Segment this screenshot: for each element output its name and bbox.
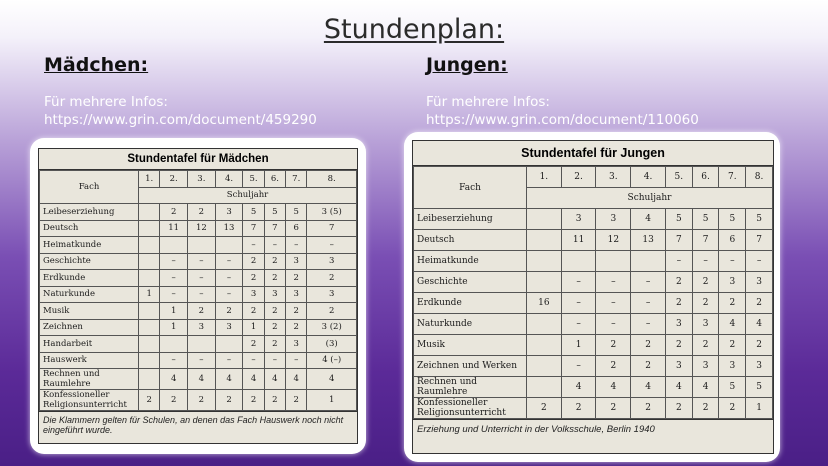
hours-cell	[139, 303, 160, 320]
hours-cell: 5	[719, 209, 746, 230]
hours-cell: –	[215, 253, 243, 270]
hours-cell: 3 (2)	[307, 319, 357, 336]
subject-name: Geschichte	[40, 253, 139, 270]
hours-cell: 2	[719, 335, 746, 356]
hours-cell: –	[264, 352, 285, 369]
hours-cell: –	[561, 272, 596, 293]
hours-cell: –	[286, 352, 307, 369]
hours-cell: 11	[160, 220, 188, 237]
hours-cell: 2	[243, 270, 264, 287]
hours-cell	[188, 237, 216, 254]
table-row	[414, 356, 773, 377]
hours-cell: 3	[692, 356, 719, 377]
hours-cell	[139, 237, 160, 254]
hours-cell: 12	[188, 220, 216, 237]
hours-cell	[527, 377, 562, 398]
hours-cell	[215, 336, 243, 353]
hours-cell: 5	[665, 209, 692, 230]
hours-cell: 2	[746, 335, 773, 356]
boys-timetable	[413, 166, 773, 419]
table-row	[40, 253, 357, 270]
hours-cell: 3	[561, 209, 596, 230]
hours-cell: 3	[307, 286, 357, 303]
hours-cell: 3 (5)	[307, 204, 357, 221]
girls-info-link[interactable]: https://www.grin.com/document/459290	[44, 112, 317, 128]
subject-name: Deutsch	[414, 230, 527, 251]
table-row	[40, 204, 357, 221]
hours-cell: 1	[243, 319, 264, 336]
hours-cell: –	[286, 237, 307, 254]
hours-cell: 3	[719, 356, 746, 377]
hours-cell: 2	[243, 253, 264, 270]
table-row	[414, 230, 773, 251]
year-header: 8.	[746, 167, 773, 188]
hours-cell: 2	[719, 398, 746, 419]
hours-cell: 5	[243, 204, 264, 221]
hours-cell: (3)	[307, 336, 357, 353]
hours-cell: 4 (–)	[307, 352, 357, 369]
hours-cell: 5	[286, 204, 307, 221]
hours-cell: 7	[746, 230, 773, 251]
hours-cell: 2	[561, 398, 596, 419]
hours-cell: 5	[746, 377, 773, 398]
hours-cell: 4	[631, 209, 666, 230]
hours-cell: 7	[243, 220, 264, 237]
hours-cell: –	[596, 272, 631, 293]
table-row	[40, 270, 357, 287]
hours-cell: 4	[561, 377, 596, 398]
hours-cell: –	[719, 251, 746, 272]
hours-cell: 2	[286, 270, 307, 287]
hours-cell: 11	[561, 230, 596, 251]
hours-cell: 4	[243, 369, 264, 390]
hours-cell: 2	[243, 390, 264, 411]
boys-info-label: Für mehrere Infos:	[426, 94, 550, 110]
subject-name: Handarbeit	[40, 336, 139, 353]
hours-cell: –	[596, 293, 631, 314]
hours-cell: –	[215, 352, 243, 369]
schuljahr-header: Schuljahr	[527, 188, 773, 209]
boys-table-caption: Stundentafel für Jungen	[413, 141, 773, 166]
year-header: 4.	[631, 167, 666, 188]
table-row	[40, 369, 357, 390]
hours-cell: –	[188, 286, 216, 303]
hours-cell: 3	[665, 356, 692, 377]
table-row	[414, 314, 773, 335]
year-header: 6.	[264, 171, 285, 188]
hours-cell: 2	[307, 303, 357, 320]
table-row	[414, 377, 773, 398]
hours-cell: 6	[286, 220, 307, 237]
subject-name: Konfessioneller Religionsunterricht	[414, 398, 527, 419]
table-row	[414, 272, 773, 293]
girls-table-caption: Stundentafel für Mädchen	[39, 149, 357, 170]
year-header: 4.	[215, 171, 243, 188]
subject-name: Naturkunde	[414, 314, 527, 335]
hours-cell: 2	[139, 390, 160, 411]
schuljahr-header: Schuljahr	[139, 187, 357, 204]
hours-cell: 1	[139, 286, 160, 303]
subject-name: Rechnen und Raumlehre	[40, 369, 139, 390]
hours-cell: 13	[631, 230, 666, 251]
hours-cell: –	[692, 251, 719, 272]
hours-cell: 3	[746, 356, 773, 377]
year-header: 2.	[160, 171, 188, 188]
hours-cell: 4	[631, 377, 666, 398]
hours-cell: 2	[307, 270, 357, 287]
table-row	[414, 335, 773, 356]
hours-cell: 7	[665, 230, 692, 251]
hours-cell: 2	[527, 398, 562, 419]
hours-cell: 4	[160, 369, 188, 390]
hours-cell: 2	[264, 319, 285, 336]
hours-cell: 4	[307, 369, 357, 390]
hours-cell: –	[561, 356, 596, 377]
hours-cell: 3	[215, 319, 243, 336]
year-header: 5.	[243, 171, 264, 188]
subject-name: Heimatkunde	[414, 251, 527, 272]
hours-cell: 2	[631, 356, 666, 377]
subject-name: Musik	[414, 335, 527, 356]
table-row	[40, 352, 357, 369]
hours-cell: 5	[692, 209, 719, 230]
table-row	[40, 336, 357, 353]
hours-cell	[139, 204, 160, 221]
year-header: 3.	[188, 171, 216, 188]
hours-cell: 2	[188, 303, 216, 320]
hours-cell: 3	[596, 209, 631, 230]
table-row	[40, 237, 357, 254]
slide-title: Stundenplan:	[323, 14, 505, 45]
hours-cell: 2	[665, 398, 692, 419]
hours-cell: 2	[160, 204, 188, 221]
subject-name: Erdkunde	[414, 293, 527, 314]
hours-cell: 4	[215, 369, 243, 390]
table-row	[414, 251, 773, 272]
subject-name: Naturkunde	[40, 286, 139, 303]
hours-cell: –	[215, 270, 243, 287]
hours-cell: –	[631, 314, 666, 335]
subject-name: Leibeserziehung	[414, 209, 527, 230]
hours-cell	[188, 336, 216, 353]
hours-cell: –	[264, 237, 285, 254]
hours-cell: 2	[665, 272, 692, 293]
hours-cell	[139, 319, 160, 336]
subject-name: Heimatkunde	[40, 237, 139, 254]
hours-cell: 5	[719, 377, 746, 398]
subject-name: Zeichnen	[40, 319, 139, 336]
table-row	[414, 209, 773, 230]
subject-name: Musik	[40, 303, 139, 320]
hours-cell	[139, 336, 160, 353]
subject-name: Deutsch	[40, 220, 139, 237]
hours-cell: 12	[596, 230, 631, 251]
hours-cell: 3	[243, 286, 264, 303]
hours-cell: 2	[746, 293, 773, 314]
hours-cell: 2	[692, 335, 719, 356]
hours-cell: 2	[596, 356, 631, 377]
year-header: 3.	[596, 167, 631, 188]
table-row	[414, 398, 773, 419]
hours-cell: 3	[215, 204, 243, 221]
hours-cell: 13	[215, 220, 243, 237]
hours-cell: 4	[286, 369, 307, 390]
subject-name: Konfessioneller Religionsunterricht	[40, 390, 139, 411]
boys-info-link[interactable]: https://www.grin.com/document/110060	[426, 112, 699, 128]
hours-cell: 2	[631, 335, 666, 356]
hours-cell: 2	[160, 390, 188, 411]
subject-name: Leibeserziehung	[40, 204, 139, 221]
hours-cell: –	[307, 237, 357, 254]
hours-cell	[139, 352, 160, 369]
table-row	[40, 319, 357, 336]
hours-cell: 5	[746, 209, 773, 230]
hours-cell: 2	[188, 390, 216, 411]
hours-cell: 3	[692, 314, 719, 335]
girls-table-sheet	[38, 148, 358, 444]
hours-cell: 7	[264, 220, 285, 237]
hours-cell: 3	[286, 253, 307, 270]
hours-cell: –	[160, 270, 188, 287]
hours-cell: 2	[286, 390, 307, 411]
hours-cell: 2	[243, 336, 264, 353]
hours-cell: 4	[719, 314, 746, 335]
year-header: 7.	[719, 167, 746, 188]
fach-header: Fach	[414, 167, 527, 209]
girls-table-card	[30, 138, 366, 454]
hours-cell: 3	[719, 272, 746, 293]
hours-cell: 2	[264, 303, 285, 320]
hours-cell	[160, 237, 188, 254]
year-header: 2.	[561, 167, 596, 188]
girls-timetable	[39, 170, 357, 411]
hours-cell	[527, 230, 562, 251]
hours-cell: –	[631, 272, 666, 293]
hours-cell: 2	[719, 293, 746, 314]
year-header: 8.	[307, 171, 357, 188]
hours-cell: 3	[307, 253, 357, 270]
hours-cell	[527, 314, 562, 335]
hours-cell: 2	[665, 335, 692, 356]
subject-name: Zeichnen und Werken	[414, 356, 527, 377]
hours-cell: 4	[692, 377, 719, 398]
hours-cell: –	[188, 352, 216, 369]
hours-cell: –	[561, 314, 596, 335]
hours-cell: 3	[665, 314, 692, 335]
hours-cell	[561, 251, 596, 272]
boys-footnote: Erziehung und Unterricht in der Volksschule, Berlin 1940	[413, 419, 773, 439]
year-header: 1.	[139, 171, 160, 188]
hours-cell: 2	[692, 272, 719, 293]
hours-cell	[527, 272, 562, 293]
girls-info-label: Für mehrere Infos:	[44, 94, 168, 110]
hours-cell: –	[160, 352, 188, 369]
hours-cell: 2	[692, 293, 719, 314]
hours-cell: 3	[286, 336, 307, 353]
hours-cell	[527, 335, 562, 356]
year-header: 7.	[286, 171, 307, 188]
hours-cell: 3	[188, 319, 216, 336]
hours-cell: 6	[719, 230, 746, 251]
hours-cell	[139, 220, 160, 237]
hours-cell	[527, 356, 562, 377]
year-header: 6.	[692, 167, 719, 188]
hours-cell: 2	[631, 398, 666, 419]
hours-cell: 1	[746, 398, 773, 419]
hours-cell: 2	[264, 253, 285, 270]
girls-footnote: Die Klammern gelten für Schulen, an denen das Fach Hauswerk noch nicht eingeführt wurde.	[39, 411, 357, 438]
hours-cell: –	[160, 286, 188, 303]
hours-cell: 4	[264, 369, 285, 390]
hours-cell: –	[746, 251, 773, 272]
subject-name: Geschichte	[414, 272, 527, 293]
hours-cell: 1	[561, 335, 596, 356]
boys-table-card	[404, 132, 780, 462]
hours-cell: 5	[264, 204, 285, 221]
hours-cell: 7	[692, 230, 719, 251]
hours-cell	[139, 253, 160, 270]
hours-cell: 16	[527, 293, 562, 314]
hours-cell: 2	[665, 293, 692, 314]
hours-cell: –	[188, 270, 216, 287]
hours-cell: 3	[264, 286, 285, 303]
hours-cell: 4	[596, 377, 631, 398]
year-header: 5.	[665, 167, 692, 188]
year-header: 1.	[527, 167, 562, 188]
hours-cell: 4	[665, 377, 692, 398]
hours-cell: 2	[264, 390, 285, 411]
hours-cell: –	[631, 293, 666, 314]
table-row	[414, 293, 773, 314]
hours-cell: 2	[264, 336, 285, 353]
hours-cell	[215, 237, 243, 254]
subject-name: Hauswerk	[40, 352, 139, 369]
hours-cell: 2	[215, 390, 243, 411]
hours-cell: 4	[188, 369, 216, 390]
hours-cell: 2	[215, 303, 243, 320]
hours-cell: 7	[307, 220, 357, 237]
boys-table-sheet	[412, 140, 774, 454]
table-row	[40, 220, 357, 237]
table-row	[40, 286, 357, 303]
hours-cell: 2	[243, 303, 264, 320]
hours-cell: 2	[286, 303, 307, 320]
hours-cell: –	[665, 251, 692, 272]
hours-cell	[527, 251, 562, 272]
hours-cell: 2	[286, 319, 307, 336]
hours-cell: 3	[746, 272, 773, 293]
hours-cell: –	[243, 237, 264, 254]
girls-heading: Mädchen:	[44, 54, 149, 76]
hours-cell: 1	[160, 303, 188, 320]
hours-cell	[631, 251, 666, 272]
hours-cell: 3	[286, 286, 307, 303]
girls-info	[44, 93, 317, 129]
hours-cell: 1	[160, 319, 188, 336]
hours-cell: 1	[307, 390, 357, 411]
subject-name: Erdkunde	[40, 270, 139, 287]
table-row	[40, 303, 357, 320]
hours-cell	[139, 270, 160, 287]
hours-cell: 4	[746, 314, 773, 335]
hours-cell: –	[215, 286, 243, 303]
hours-cell	[139, 369, 160, 390]
hours-cell	[596, 251, 631, 272]
hours-cell: –	[243, 352, 264, 369]
table-row	[40, 390, 357, 411]
hours-cell: 2	[692, 398, 719, 419]
hours-cell: –	[188, 253, 216, 270]
fach-header: Fach	[40, 171, 139, 204]
hours-cell: 2	[264, 270, 285, 287]
hours-cell: –	[160, 253, 188, 270]
subject-name: Rechnen und Raumlehre	[414, 377, 527, 398]
hours-cell	[160, 336, 188, 353]
boys-info	[426, 93, 699, 129]
hours-cell	[527, 209, 562, 230]
hours-cell: –	[561, 293, 596, 314]
hours-cell: –	[596, 314, 631, 335]
hours-cell: 2	[596, 398, 631, 419]
hours-cell: 2	[596, 335, 631, 356]
hours-cell: 2	[188, 204, 216, 221]
boys-heading: Jungen:	[426, 54, 508, 76]
